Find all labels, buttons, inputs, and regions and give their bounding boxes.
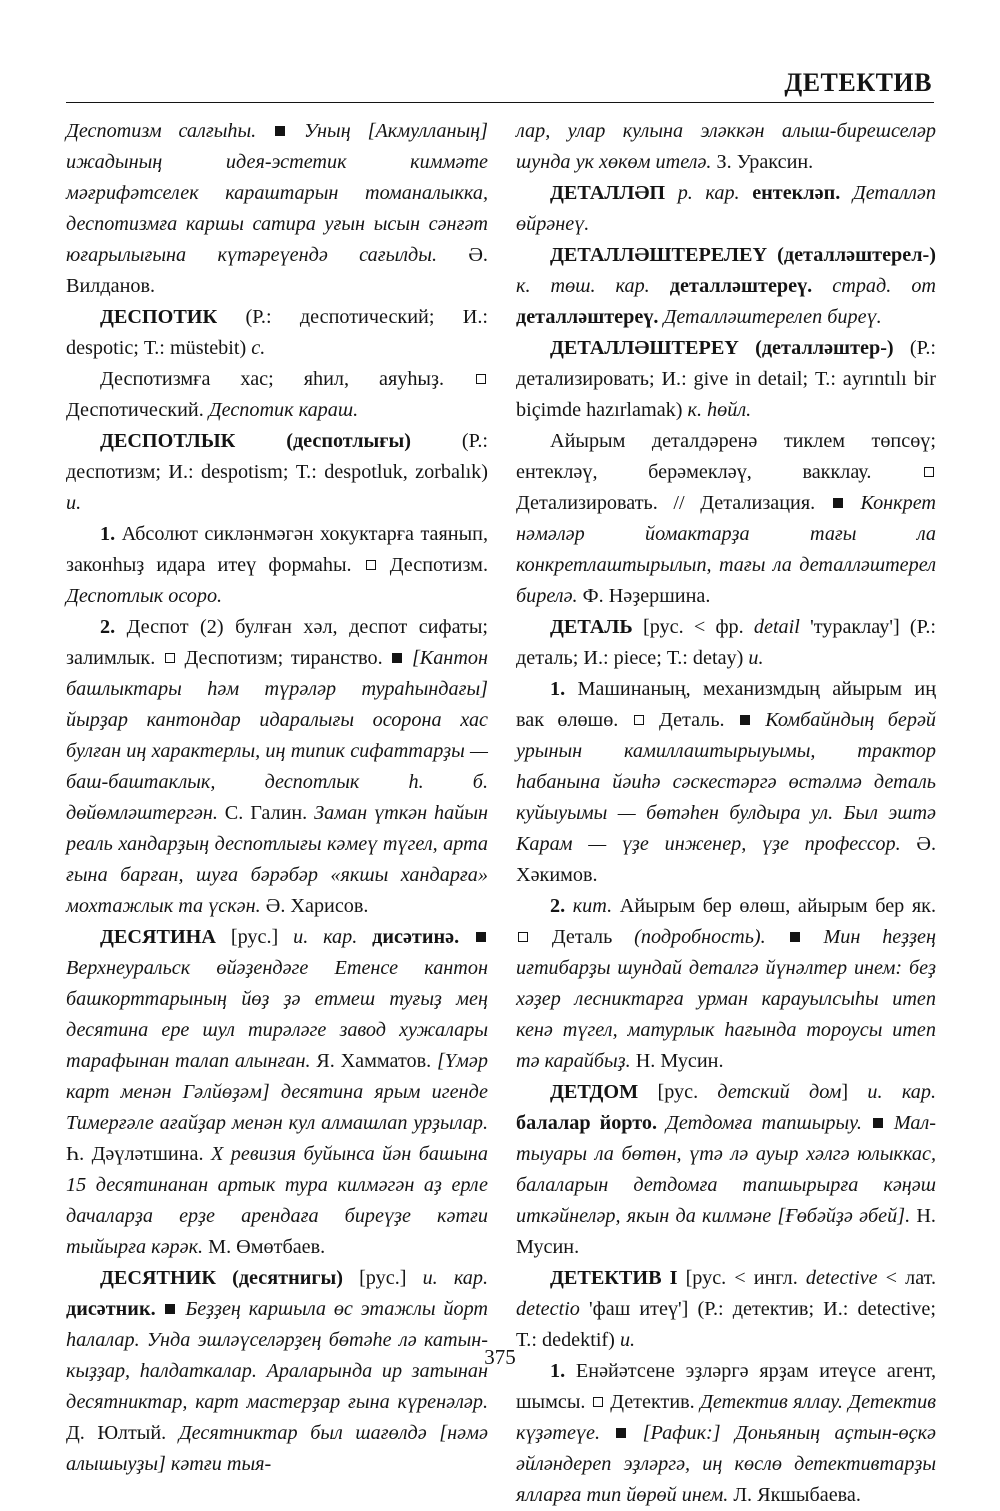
headword: ДЕТАЛЛӘШТЕРЕҮ (деталләштер-) bbox=[550, 337, 894, 359]
headword: ДЕТАЛЛӘП bbox=[550, 182, 666, 204]
usage-example: Детдомға тапшырыу. bbox=[657, 1112, 871, 1134]
pos-label: р. кар. bbox=[665, 182, 740, 204]
source-author: Ә. Харисов. bbox=[260, 895, 369, 917]
entry-detallashtereu bbox=[516, 333, 936, 426]
right-column bbox=[516, 116, 936, 1511]
source-author: Ә. Хәкимов. bbox=[516, 833, 936, 886]
translations: (Р.: детализировать; И.: give in detail; Т.: ayrıntılı bir biçimde hazırlamak) bbox=[516, 337, 936, 421]
etymon: detective bbox=[805, 1267, 878, 1289]
example-text: [Кантон башлыктары һәм түрәләр турaһындағы] йырҙар кантондар идаралығы осорона хас булған иң характерлы, иң типик сифаттарҙы — баш-баштаклык, деспотлык һ. б. дөйөмләштергән. bbox=[66, 647, 489, 824]
example-text: Мал-тыуары ла бөтөн, үтә лә ауыр хәлгә юлыккас, балаларын детдомға тапшырырға кәңәш иткәйнеләр, якын да килмәне [Ғөбәйҙә әбей]. bbox=[516, 1112, 937, 1227]
definition-text: Айырым деталдәренә тиклем төпсөү; ентекләү, берәмекләү, вакклау. bbox=[516, 430, 936, 483]
definition-text: Абсолют сикләнмәгән хокуктарға таянып, законһыҙ идара итеү формаһы. bbox=[66, 523, 488, 576]
example-text: Деспотизм салғыһы. bbox=[66, 120, 257, 142]
entry-detallep bbox=[516, 178, 936, 240]
definition-text: Деспот (2) булған хәл, деспот сифаты; залимлык. bbox=[66, 616, 488, 669]
pos-label: к. һөйл. bbox=[687, 399, 752, 421]
sense-1 bbox=[66, 519, 488, 612]
pos-label: и. bbox=[619, 1329, 636, 1351]
left-column bbox=[66, 116, 488, 1480]
russian-equivalent: Деспотический. bbox=[66, 399, 209, 421]
variant-form: деталләштереү. bbox=[516, 306, 659, 328]
example-text: Беҙҙең каршыла өс этажлы йорт һалалар. Унда эшләүселәрҙең бөтәһе лә катын-кыҙҙар, һалдаткалар. Араларында ир затынан десятниктар, карт мастерҙар ғына күренәләр. bbox=[66, 1298, 489, 1413]
translations: (Р.: деспотизм; И.: despotism; Т.: despotluk, zorbalık) bbox=[66, 430, 488, 483]
white-square-icon bbox=[593, 1397, 603, 1407]
headword: ДЕСЯТНИК (десятнигы) bbox=[100, 1267, 343, 1289]
headword: ДЕТЕКТИВ I bbox=[550, 1267, 678, 1289]
entry-desyatnik bbox=[66, 1263, 488, 1480]
usage-example: Деталләштерелеп биреү. bbox=[658, 306, 882, 328]
header-rule bbox=[66, 102, 934, 103]
variant-form: дисәтинә. bbox=[357, 926, 460, 948]
definition-text: Деспотизмға хас; яһил, аяуһыҙ. bbox=[100, 368, 445, 390]
sense-2 bbox=[66, 612, 488, 922]
example-text: лар, улар кулына эләккән алыш-бирешселәр шунда ук хөкөм ителә. bbox=[516, 120, 936, 173]
source-author: Я. Хамматов. bbox=[310, 1050, 437, 1072]
pos-label: и. bbox=[66, 492, 82, 514]
pos-label: и. кар. bbox=[422, 1267, 488, 1289]
usage-example: Детектив яллау. Детектив күҙәтеүе. bbox=[516, 1391, 936, 1444]
sense-number: 2. bbox=[100, 616, 116, 638]
headword: ДЕТДОМ bbox=[550, 1081, 639, 1103]
etymon: детский дом bbox=[717, 1081, 842, 1103]
sense-number: 1. bbox=[550, 1360, 566, 1382]
source-author: С. Галин. bbox=[217, 802, 315, 824]
pos-label: и. кар. bbox=[867, 1081, 936, 1103]
running-head: ДЕТЕКТИВ bbox=[784, 68, 932, 97]
etymon: detail bbox=[753, 616, 800, 638]
etymology: [рус.] bbox=[342, 1267, 423, 1289]
source-author: Л. Якшыбаева. bbox=[728, 1484, 861, 1506]
white-square-icon bbox=[366, 560, 376, 570]
definition-text: Айырым бер өлөш, айырым бер як. bbox=[612, 895, 936, 917]
variant-form: дисәтник. bbox=[66, 1298, 156, 1320]
example-text: Уның [Акмулланың] ижадының идея-эстетик киммәте мәғрифәтселек караштарын томаналыкка, деспотизмға каршы сатира уғын ысын сәнғәт юғарылығына күтәреүендә сағылды. bbox=[66, 120, 489, 266]
example-text: Верхнеуральск өйәҙендәге Етенсе кантон башкорттарының йөҙ ҙә етмеш туғыҙ мең десятина ере шул тирәләге завод хужалары тарафынан талап алынған. bbox=[66, 957, 488, 1072]
black-square-icon bbox=[740, 715, 750, 725]
entry-despotlyk bbox=[66, 426, 488, 519]
entry-detallashtereleu bbox=[516, 240, 936, 333]
sense-1 bbox=[516, 674, 936, 891]
black-square-icon bbox=[165, 1304, 175, 1314]
example-text: Заман үткән һайын реаль хандарҙың деспотлығы кәмеү түгел, арта ғына барған, шуға бәрәбәр «якшы хандарға» мохтажлык та үскән. bbox=[66, 802, 489, 917]
headword: ДЕСЯТИНА bbox=[100, 926, 216, 948]
white-square-icon bbox=[924, 467, 934, 477]
black-square-icon bbox=[392, 653, 402, 663]
russian-equivalent: Деталь bbox=[530, 926, 635, 948]
source-author: Һ. Дәүләтшина. bbox=[66, 1143, 211, 1165]
definition-text: Енәйәтсене эҙләргә ярҙам итеүсе агент, шымсы. bbox=[516, 1360, 936, 1413]
pos-label: и. кар. bbox=[293, 926, 358, 948]
russian-equivalent: Деталь. bbox=[645, 709, 738, 731]
white-square-icon bbox=[476, 374, 486, 384]
russian-equivalent: Детектив. bbox=[604, 1391, 701, 1413]
grammar-note: страд. от bbox=[812, 275, 936, 297]
source-author: М. Өмөтбаев. bbox=[203, 1236, 326, 1258]
example-text: Мин һеҙҙең иғтибарҙы шундай деталгә йүнәлтер инем: беҙ хәҙер лесниктарға урман карауылсыһы итеп кенә түгел, матурлык һағында тороусы итеп тә карайбыҙ. bbox=[516, 926, 936, 1072]
black-square-icon bbox=[790, 932, 800, 942]
entry-despotik bbox=[66, 302, 488, 364]
etymology: [рус.] bbox=[215, 926, 294, 948]
sense-number: 1. bbox=[550, 678, 566, 700]
etymon: detectio bbox=[516, 1298, 580, 1320]
usage-example: Деспотик караш. bbox=[208, 399, 359, 421]
translations: (Р.: деспотический; И.: despotic; Т.: müstebit) bbox=[66, 306, 488, 359]
headword: ДЕСПОТЛЫК (деспотлығы) bbox=[100, 430, 411, 452]
etymology: ] bbox=[841, 1081, 868, 1103]
pos-label: к. төш. кар. bbox=[516, 275, 650, 297]
white-square-icon bbox=[165, 653, 175, 663]
russian-equivalent: Деспотизм; тиранство. bbox=[176, 647, 391, 669]
variant-form: балалар йорто. bbox=[516, 1112, 658, 1134]
entry-continuation bbox=[516, 116, 936, 178]
example-text: X ревизия буйынса йән башына 15 десятинанан артык тура килмәгән аҙ ерле дачаларҙа ерҙе арендаға биреүҙе кәтғи тыйырға кәрәк. bbox=[66, 1143, 489, 1258]
example-text: Десятниктар был шағөлдә [нәмә алышыуҙы] кәтғи тыя- bbox=[66, 1422, 488, 1475]
entry-desyatina bbox=[66, 922, 488, 1263]
entry-detektiv bbox=[516, 1263, 936, 1356]
source-author: Н. Мусин. bbox=[630, 1050, 724, 1072]
etymology: [рус. < ингл. bbox=[677, 1267, 806, 1289]
black-square-icon bbox=[476, 932, 486, 942]
example-text: Комбайндың берәй урынын камиллаштырыуымы, трактор һабанына йәиһә сәскестәргә өстәлмә деталь куйыуымы — бөтәһен булдыра ул. Был эштә Карам — үҙе инженер, үҙе профессор. bbox=[516, 709, 937, 855]
definition-text: Машинаның, механизмдың айырым иң вак өлөшө. bbox=[516, 678, 936, 731]
russian-equivalent: Детализировать. // Детализация. bbox=[516, 492, 831, 514]
example-text: Конкрет нәмәләр йомактарҙа тағы ла конкретлаштырылып, тағы ла деталләштерел бирелә. bbox=[516, 492, 936, 607]
translations: 'фаш итеү'] (Р.: детектив; И.: detective; Т.: dedektif) bbox=[516, 1298, 936, 1351]
source-author: Ф. Нәҙершина. bbox=[577, 585, 711, 607]
source-author: З. Ураксин. bbox=[711, 151, 814, 173]
example-text: [Рафик:] Доньяның аҫтын-өҫкә әйләндереп эҙләргә, иң көслө детективтарҙы ялларға тип йөрөй инем. bbox=[516, 1422, 937, 1506]
sense-1 bbox=[516, 1356, 936, 1511]
entry-detdom bbox=[516, 1077, 936, 1263]
white-square-icon bbox=[518, 932, 528, 942]
variant-form: деталләштереү. bbox=[649, 275, 813, 297]
sense-2 bbox=[516, 891, 936, 1077]
translations: 'тураклау'] (Р.: деталь; И.: piece; Т.: detay) bbox=[516, 616, 936, 669]
definition bbox=[66, 364, 488, 426]
headword: ДЕТАЛЛӘШТЕРЕЛЕҮ (деталләштерел-) bbox=[550, 244, 936, 266]
russian-equivalent: Деспотизм. bbox=[377, 554, 488, 576]
variant-form: ентекләп. bbox=[739, 182, 841, 204]
pos-label: кит. bbox=[565, 895, 613, 917]
black-square-icon bbox=[275, 126, 285, 136]
headword: ДЕСПОТИК bbox=[100, 306, 218, 328]
entry-detal bbox=[516, 612, 936, 674]
etymology: [рус. < фр. bbox=[632, 616, 754, 638]
source-author: Н. Мусин. bbox=[516, 1205, 936, 1258]
headword: ДЕТАЛЬ bbox=[550, 616, 633, 638]
entry-continuation bbox=[66, 116, 488, 302]
etymology: < лат. bbox=[877, 1267, 936, 1289]
example-text: [Үмәр карт менән Гәлйөҙәм] десятина ярым игенде Тимерғәле ағайҙар менән кул алмашлап урҙылар. bbox=[66, 1050, 488, 1134]
usage-example: Деспотлык осоро. bbox=[66, 585, 223, 607]
white-square-icon bbox=[634, 715, 644, 725]
pos-label: с. bbox=[251, 337, 266, 359]
etymology: [рус. bbox=[638, 1081, 718, 1103]
russian-gloss: (подробность). bbox=[634, 926, 766, 948]
source-author: Ә. Вилданов. bbox=[66, 244, 488, 297]
pos-label: и. bbox=[748, 647, 764, 669]
source-author: Д. Юлтый. bbox=[66, 1422, 179, 1444]
definition bbox=[516, 426, 936, 612]
black-square-icon bbox=[873, 1118, 883, 1128]
black-square-icon bbox=[616, 1428, 626, 1438]
sense-number: 1. bbox=[100, 523, 116, 545]
page-number: 375 bbox=[484, 1345, 516, 1369]
black-square-icon bbox=[833, 498, 843, 508]
sense-number: 2. bbox=[550, 895, 566, 917]
usage-example: Деталләп өйрәнеү. bbox=[516, 182, 936, 235]
